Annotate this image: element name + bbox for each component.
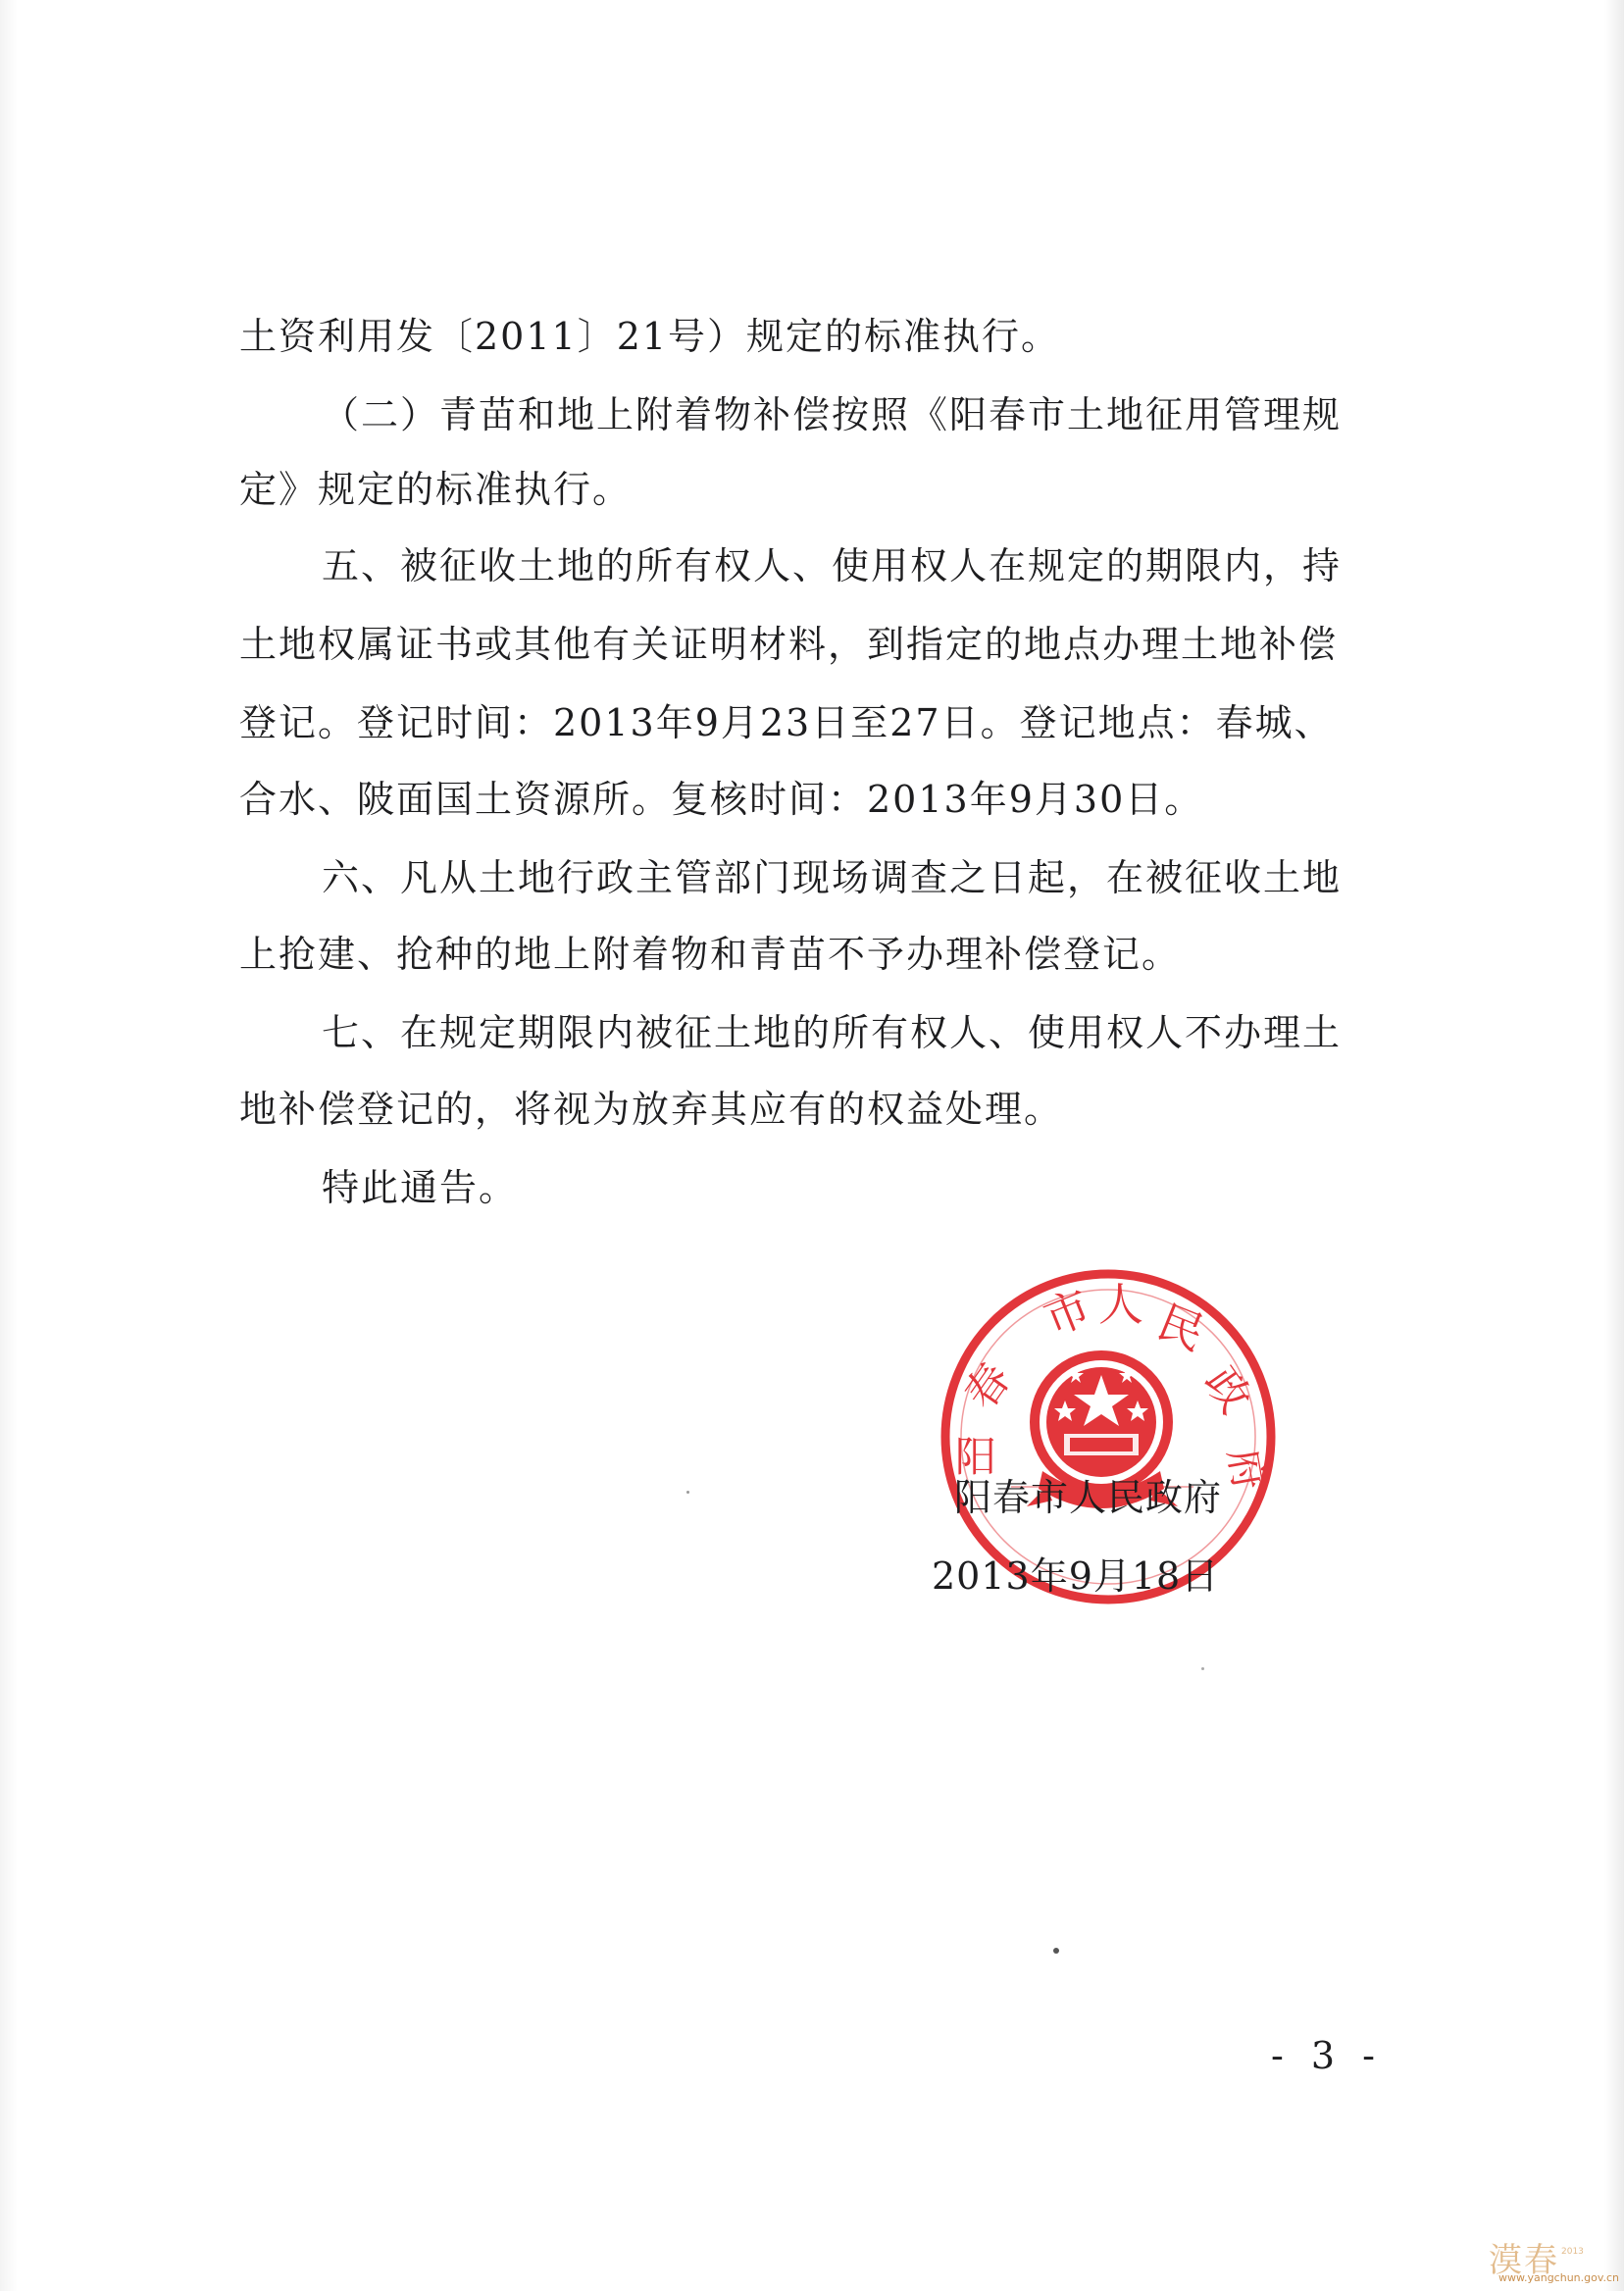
svg-text:人: 人: [1098, 1278, 1143, 1331]
svg-text:阳: 阳: [954, 1433, 997, 1481]
scan-speck: [1201, 1667, 1204, 1670]
svg-text:春: 春: [1524, 2241, 1557, 2280]
body-line-5: 土地权属证书或其他有关证明材料，到指定的地点办理土地补偿: [239, 623, 1339, 666]
page-number: - 3 -: [1271, 2034, 1384, 2077]
body-line-2: （二）青苗和地上附着物补偿按照《阳春市土地征用管理规: [322, 393, 1343, 436]
body-line-8: 六、凡从土地行政主管部门现场调查之日起，在被征收土地: [322, 856, 1343, 899]
scan-speck: [1053, 1948, 1059, 1954]
body-line-9: 上抢建、抢种的地上附着物和青苗不予办理补偿登记。: [239, 933, 1182, 976]
body-line-3: 定》规定的标准执行。: [239, 468, 633, 511]
svg-text:政: 政: [1193, 1358, 1261, 1423]
scan-speck: [686, 1491, 689, 1494]
svg-text:府: 府: [1219, 1445, 1274, 1495]
svg-text:春: 春: [955, 1354, 1022, 1419]
body-line-6: 登记。登记时间：2013年9月23日至27日。登记地点：春城、: [239, 701, 1334, 744]
site-watermark-url: www.yangchun.gov.cn: [1498, 2271, 1620, 2284]
svg-text:市: 市: [1036, 1279, 1098, 1347]
svg-text:漠: 漠: [1489, 2241, 1522, 2280]
body-line-11: 地补偿登记的，将视为放弃其应有的权益处理。: [239, 1088, 1064, 1131]
body-line-1: 土资利用发〔2011〕21号）规定的标准执行。: [239, 315, 1061, 358]
issuer-name: 阳春市人民政府: [954, 1476, 1223, 1519]
body-line-7: 合水、陂面国土资源所。复核时间：2013年9月30日。: [239, 778, 1204, 821]
issue-date: 2013年9月18日: [932, 1554, 1220, 1598]
svg-text:2013: 2013: [1561, 2247, 1584, 2257]
body-line-4: 五、被征收土地的所有权人、使用权人在规定的期限内，持: [322, 544, 1343, 587]
body-line-10: 七、在规定期限内被征土地的所有权人、使用权人不办理土: [322, 1011, 1343, 1054]
svg-text:民: 民: [1149, 1295, 1212, 1361]
body-line-12: 特此通告。: [322, 1166, 519, 1209]
